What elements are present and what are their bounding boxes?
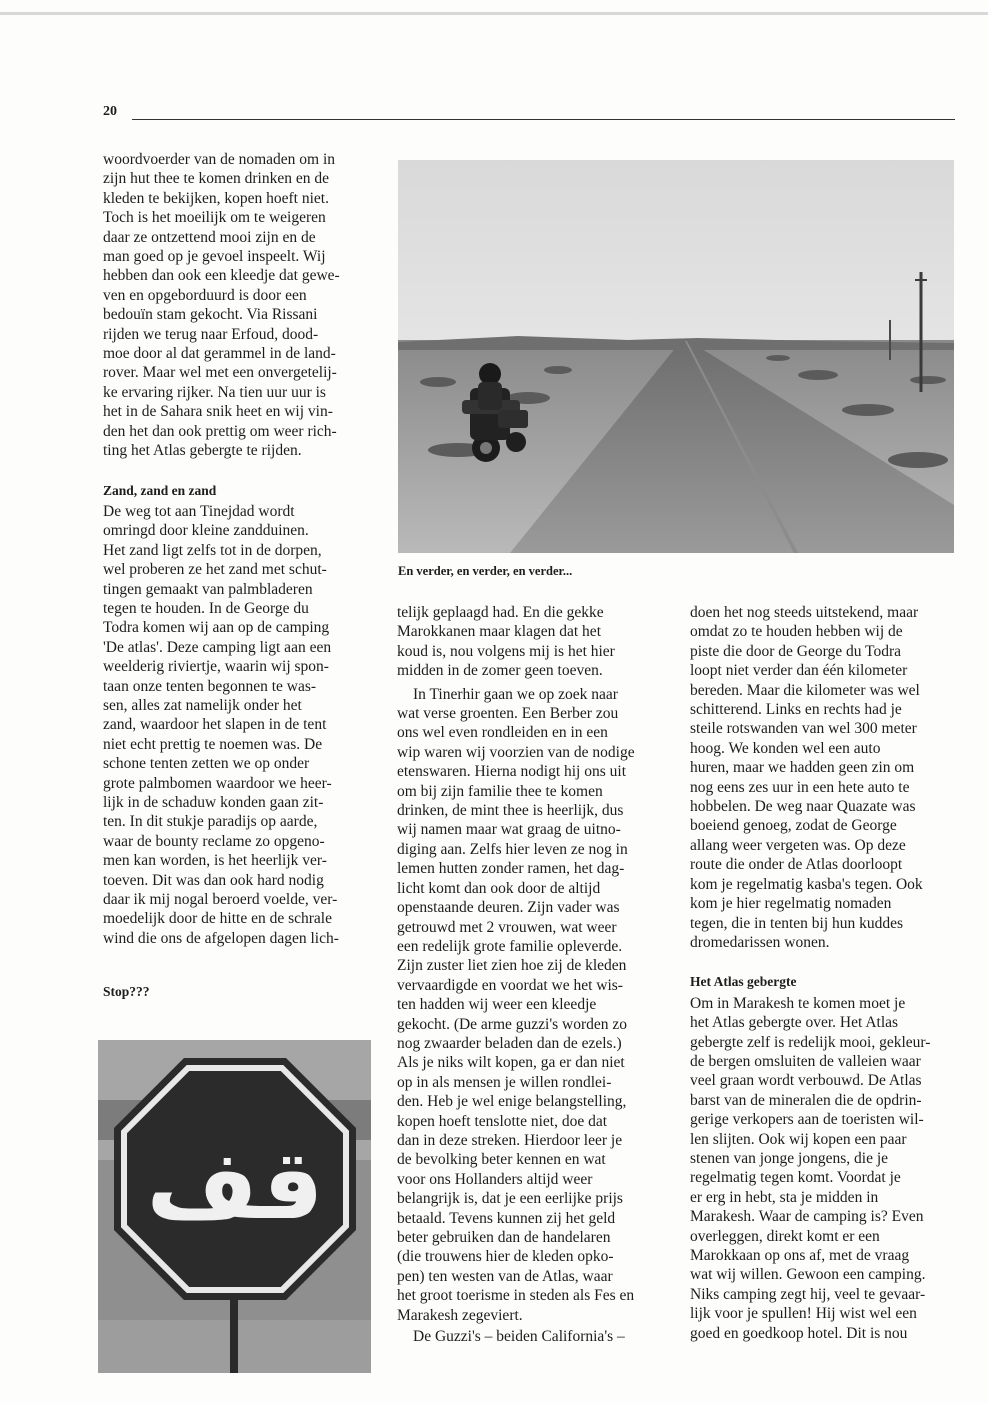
col3-paragraph-1: doen het nog steeds uitstekend, maar omdat zo te houden hebben wij de piste die door de George du Todra loopt niet verder dan één kilometer bereden. Maar die kilometer was wel schitterend. Links en rechts had je steile rotswanden van wel 300 meter hoog. We konden wel een auto huren, maar we hadden geen zin om nog eens zes uur in een hete auto te hobbelen. De weg naar Quazate was boeiend genoeg, zodat de George allang weer vergeten was. Op deze route die onder de Atlas doorloopt kom je regelmatig kasba's tegen. Ook kom je hier regelmatig nomaden tegen, die in tenten bij hun kuddes dromedarissen wonen. — [690, 604, 923, 951]
col1-paragraph-2: De weg tot aan Tinejdad wordt omringd door kleine zandduinen. Het zand ligt zelfs tot in de dorpen, wel proberen ze het zand met schut- tingen gemaakt van palmbladeren tegen te houden. In de George du Todra komen wij aan op de camping 'De atlas'. Deze camping ligt aan een weelderig riviertje, waarin wij spon- taan onze tenten begonnen te was- sen, alles zat namelijk onder het zand, waardoor het slapen in de tent niet echt prettig te noemen was. De schone tenten zetten we op onder grote palmbomen waardoor we heer- lijk in de schaduw konden gaan zit- ten. In dit stukje paradijs op aarde, waar de bounty reclame zo opgeno- men kan worden, is het heerlijk ver- toeven. Dit was dan ook hard nodig daar ik mij nogal beroerd voelde, ver- moedelijk door de hitte en de schrale wind die ons de afgelopen dagen lich- — [103, 502, 339, 947]
col2-paragraph-1: telijk geplaagd had. En die gekke Marokkanen maar klagen dat het koud is, nou volgens mij is het hier midden in de zomer geen toeven. — [397, 604, 615, 680]
col2-paragraph-3: De Guzzi's – beiden California's – — [413, 1328, 625, 1346]
column-1 — [103, 150, 371, 1002]
header-rule — [132, 119, 955, 120]
col2-paragraph-2: In Tinerhir gaan we op zoek naar wat verse groenten. Een Berber zou ons wel even rondleiden en in een wip waren wij voorzien van de nodige etenswaren. Hierna nodigt hij ons uit om bij zijn familie thee te komen drinken, de mint thee is heerlijk, dus wij namen maar wat graag de uitno- diging aan. Zelfs hier leven ze nog in lemen hutten zonder ramen, het dag- licht komt dan ook door de altijd openstaande deuren. Zijn vader was getrouwd met 2 vrouwen, wat weer een redelijk grote familie opleverde. Zijn zuster liet zien hoe zij de kleden vervaardigde en voordat we het wis- ten hadden wij weer een kleedje gekocht. (De arme guzzi's worden zo nog zwaarder beladen dan de ezels.) Als je niks wilt kopen, ga er dan niet op in als mensen je willen rondlei- den. Heb je wel enige belangstelling, kopen hoeft tenslotte niet, doe dat dan in deze streken. Hierdoor leer je de bevolking beter kennen en wat voor ons Hollanders altijd weer belangrijk is, dat je een eerlijke prijs betaald. Tevens kunnen zij het geld beter gebruiken dan de handelaren (die trouwens hier de kleden opko- pen) ten westen van de Atlas, waar het groot toerisme in steden als Fes en Marakesh zegeviert. — [397, 685, 635, 1324]
scan-top-edge — [0, 12, 988, 15]
page-number: 20 — [103, 104, 117, 119]
photo-caption-stop: Stop??? — [103, 984, 150, 1000]
section-heading-atlas: Het Atlas gebergte — [690, 974, 797, 990]
col3-paragraph-2: Om in Marakesh te komen moet je het Atlas gebergte over. Het Atlas gebergte zelf is redelijk mooi, gekleur- de bergen omsluiten de valleien waar veel graan wordt verbouwd. De Atlas barst van de mineralen die de opdrin- gerige verkopers aan de toeristen wil- len slijten. Ook wij kopen een paar stenen van jonge jongens, die je regelmatig tegen komt. Voordat je er erg in hebt, sta je midden in Marakesh. Waar de camping is? Even overleggen, direkt komt er een Marokkaan op ons af, met de vraag wat wij willen. Gewoon een camping. Niks camping zegt hij, veel te gevaar- lijk voor je spullen! Hij wist wel een goed en goedkoop hotel. Dit is nou — [690, 994, 931, 1342]
column-3 — [690, 603, 954, 1343]
road-photo — [398, 160, 954, 553]
stop-sign-text: قف — [146, 1129, 324, 1241]
stop-sign-photo — [98, 1040, 371, 1373]
road-photo-caption: En verder, en verder, en verder... — [398, 564, 573, 578]
section-heading-zand: Zand, zand en zand — [103, 482, 217, 498]
column-2 — [397, 603, 665, 1346]
stop-sign-image — [98, 1040, 371, 1373]
road-photo-image — [398, 160, 954, 553]
col1-paragraph-1: woordvoerder van de nomaden om in zijn hut thee te komen drinken en de kleden te bekijken, kopen hoeft niet. Toch is het moeilijk om te weigeren daar ze ontzettend mooi zijn en de man goed op je gevoel inspeelt. Wij hebben dan ook een kleedje dat gewe- ven en opgeborduurd is door een bedouïn stam gekocht. Via Rissani rijden we terug naar Erfoud, dood- moe door al dat gerammel in de land- rover. Maar wel met een onvergetelij- ke ervaring rijker. Na tien uur uur is het in de Sahara snik heet en wij vin- den het dan ook prettig om weer rich- ting het Atlas gebergte te rijden. — [103, 151, 340, 460]
